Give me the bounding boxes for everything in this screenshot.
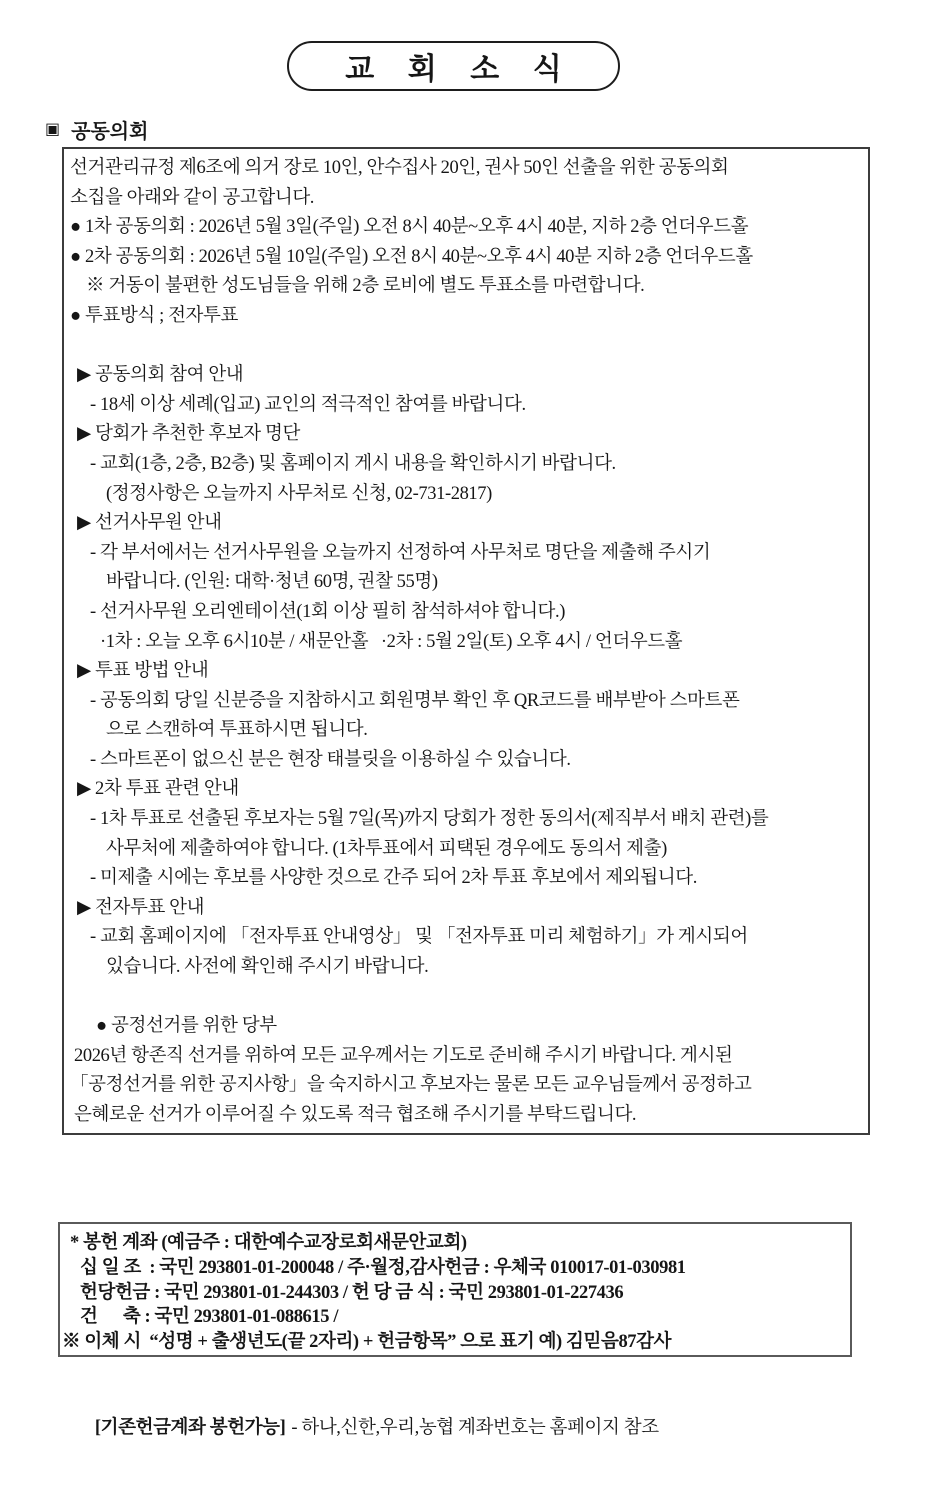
announcement-line: (정정사항은 오늘까지 사무처로 신청, 02-731-2817)	[106, 483, 492, 504]
announcement-line: ● 1차 공동의회 : 2026년 5월 3일(주일) 오전 8시 40분~오후 4시 40분, 지하 2층 언더우드홀	[70, 217, 749, 238]
announcement-blank-line	[64, 332, 868, 362]
announcement-line: 소집을 아래와 같이 공고합니다.	[70, 187, 315, 208]
legacy-account-note-label: [기존헌금계좌 봉헌가능]	[94, 1418, 286, 1438]
announcement-line: - 18세 이상 세례(입교) 교인의 적극적인 참여를 바랍니다.	[90, 394, 526, 415]
announcement-line: 2026년 항존직 선거를 위하여 모든 교우께서는 기도로 준비해 주시기 바랍니다. 게시된	[74, 1045, 733, 1066]
legacy-account-note-text: - 하나,신한,우리,농협 계좌번호는 홈페이지 참조	[291, 1418, 659, 1438]
announcement-line: 사무처에 제출하여야 합니다. (1차투표에서 피택된 경우에도 동의서 제출)	[106, 838, 667, 859]
announcement-line: 있습니다. 사전에 확인해 주시기 바랍니다.	[106, 957, 429, 978]
donation-account-line: 헌당헌금 : 국민 293801-01-244303 / 헌 당 금 식 : 국민 293801-01-227436	[80, 1282, 624, 1303]
page-title-text: 교 회 소 식	[345, 53, 575, 86]
announcement-line: ▶ 2차 투표 관련 안내	[77, 779, 239, 800]
announcement-line: - 선거사무원 오리엔테이션(1회 이상 필히 참석하셔야 합니다.)	[90, 601, 566, 622]
announcement-line: ▶ 당회가 추천한 후보자 명단	[77, 424, 300, 445]
announcement-line: 선거관리규정 제6조에 의거 장로 10인, 안수집사 20인, 권사 50인 선출을 위한 공동의회	[70, 158, 729, 178]
announcement-line: ● 투표방식 ; 전자투표	[70, 305, 238, 326]
announcement-line: ▶ 투표 방법 안내	[77, 661, 209, 682]
announcement-line: ▶ 전자투표 안내	[77, 897, 205, 918]
donation-account-line: 십 일 조 : 국민 293801-01-200048 / 주·월정,감사헌금 : 우체국 010017-01-030981	[80, 1257, 686, 1278]
donation-account-line: 건 축 : 국민 293801-01-088615 /	[80, 1307, 339, 1328]
announcement-line: - 스마트폰이 없으신 분은 현장 태블릿을 이용하실 수 있습니다.	[90, 749, 571, 770]
announcement-blank-line	[64, 983, 868, 1013]
announcement-line: - 각 부서에서는 선거사무원을 오늘까지 선정하여 사무처로 명단을 제출해 주시기	[90, 542, 711, 563]
announcement-box	[62, 147, 870, 1135]
announcement-line: 으로 스캔하여 투표하시면 됩니다.	[106, 720, 368, 741]
announcement-line: ※ 거동이 불편한 성도님들을 위해 2층 로비에 별도 투표소를 마련합니다.	[86, 276, 645, 297]
announcement-line: ▶ 공동의회 참여 안내	[77, 365, 244, 386]
donation-transfer-note: ※ 이체 시 “성명 + 출생년도(끝 2자리) + 헌금항목” 으로 표기 예) 김믿음87감사	[62, 1332, 672, 1353]
announcement-line: 바랍니다. (인원: 대학·청년 60명, 권찰 55명)	[106, 572, 438, 593]
announcement-line: - 공동의회 당일 신분증을 지참하시고 회원명부 확인 후 QR코드를 배부받아 스마트폰	[90, 690, 740, 711]
legacy-account-note	[78, 1392, 659, 1460]
announcement-line: 은혜로운 선거가 이루어질 수 있도록 적극 협조해 주시기를 부탁드립니다.	[74, 1105, 637, 1125]
announcement-line: ● 2차 공동의회 : 2026년 5월 10일(주일) 오전 8시 40분~오후 4시 40분 지하 2층 언더우드홀	[70, 246, 753, 267]
announcement-line: - 미제출 시에는 후보를 사양한 것으로 간주 되어 2차 투표 후보에서 제외됩니다.	[90, 868, 697, 889]
section-marker-icon: ▣	[45, 120, 61, 138]
donation-account-title: * 봉헌 계좌 (예금주 : 대한예수교장로회새문안교회)	[70, 1233, 467, 1253]
announcement-line: ● 공정선거를 위한 당부	[96, 1016, 277, 1037]
announcement-line: ▶ 선거사무원 안내	[77, 513, 222, 534]
announcement-line: - 교회 홈페이지에 「전자투표 안내영상」 및 「전자투표 미리 체험하기」가 게시되어	[90, 927, 748, 948]
section-heading-label: 공동의회	[71, 121, 149, 143]
announcement-line: - 1차 투표로 선출된 후보자는 5월 7일(목)까지 당회가 정한 동의서(제직부서 배치 관련)를	[90, 809, 769, 830]
announcement-line: - 교회(1층, 2층, B2층) 및 홈페이지 게시 내용을 확인하시기 바랍니다.	[90, 453, 616, 474]
donation-account-box	[58, 1222, 852, 1357]
announcement-line: 「공정선거를 위한 공지사항」을 숙지하시고 후보자는 물론 모든 교우님들께서 공정하고	[70, 1075, 752, 1096]
page-title	[287, 41, 620, 91]
section-heading-congregational-meeting	[45, 115, 148, 144]
announcement-line: ·1차 : 오늘 오후 6시10분 / 새문안홀 ·2차 : 5월 2일(토) 오후 4시 / 언더우드홀	[100, 631, 683, 652]
